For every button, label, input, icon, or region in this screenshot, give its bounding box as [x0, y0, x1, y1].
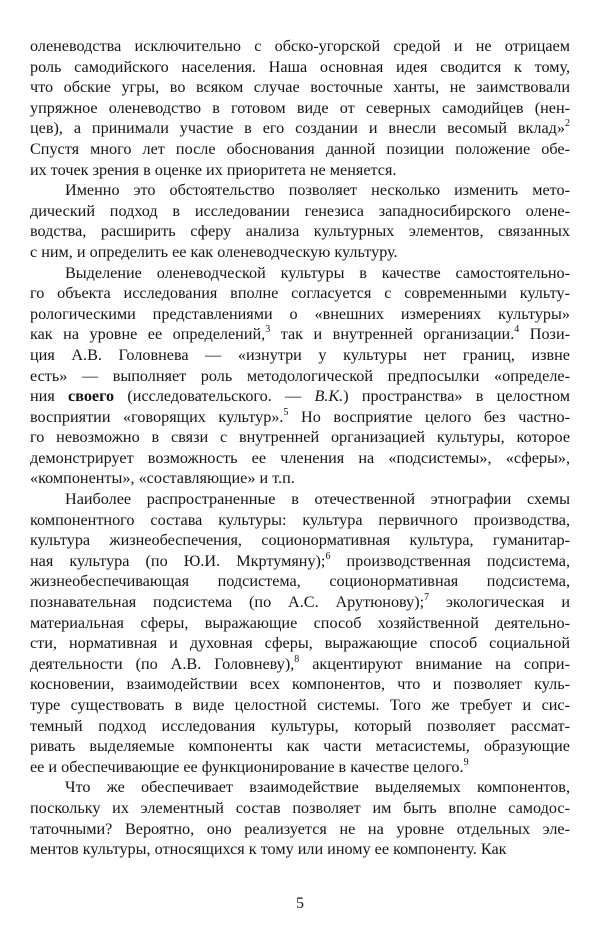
text-line: материальная сферы, выражающие способ хозяйственной деятельно- — [30, 613, 570, 632]
paragraph — [30, 36, 570, 180]
text-line: культура жизнеобеспечения, соционормативная культура, гуманитар- — [30, 531, 570, 550]
text-line: таточными? Вероятно, оно реализуется не на уровне отдельных эле- — [30, 819, 570, 838]
text-line: ния своего (исследовательского. — В.К.) пространства» в целостном — [30, 387, 570, 406]
text-line: Выделение оленеводческой культуры в качестве самостоятельно- — [65, 263, 570, 282]
text-line: демонстрирует возможность ее членения на «подсистемы», «сферы», — [30, 448, 570, 467]
text-line: поскольку их элементный состав позволяет им быть вполне самодос- — [30, 798, 570, 817]
footnote-marker[interactable]: 3 — [265, 324, 271, 336]
text-line: Спустя много лет после обоснования данной позиции положение обе- — [30, 139, 570, 158]
italic-emphasis: В.К. — [314, 387, 344, 406]
footnote-marker[interactable]: 7 — [424, 592, 430, 604]
text-line: есть» — выполняет роль методологической предпосылки «определе- — [30, 366, 570, 385]
text-line: дический подход в исследовании генезиса западносибирского олене- — [30, 201, 570, 220]
text-line: Что же обеспечивает взаимодействие выделяемых компонентов, — [65, 778, 570, 797]
text-line: упряжное оленеводство в готовом виде от северных самодийцев (нен- — [30, 98, 570, 117]
text-line: водства, расширить сферу анализа культурных элементов, связанных — [30, 222, 570, 241]
text-line: го объекта исследования вполне согласуется с современными культу- — [30, 284, 570, 303]
footnote-marker[interactable]: 2 — [565, 118, 570, 130]
text-line: познавательная подсистема (по А.С. Арутюнову);$^7$ экологическая и — [30, 592, 570, 612]
text-line: цев), а принимали участие в его создании и внесли весомый вклад»$^2$ — [30, 118, 570, 138]
footnote-marker[interactable]: 4 — [514, 324, 520, 336]
text-line: ция А.В. Головнева — «изнутри у культуры нет границ, извне — [30, 345, 570, 364]
text-line: сти, нормативная и духовная сферы, выражающие способ социальной — [30, 634, 570, 653]
text-line: «компоненты», «составляющие» и т.п. — [30, 469, 295, 488]
text-line: Именно это обстоятельство позволяет несколько изменить мето- — [65, 181, 570, 200]
text-line: роль самодийского населения. Наша основная идея сводится к тому, — [30, 57, 570, 76]
text-line: го невозможно в связи с внутренней организацией культуры, которое — [30, 428, 570, 447]
text-line: ментов культуры, относящихся к тому или иному ее компоненту. Как — [30, 840, 507, 859]
text-line: ная культура (по Ю.И. Мкртумяну);$^6$ производственная подсистема, — [30, 550, 571, 570]
page-number: 5 — [296, 895, 304, 912]
text-line: ее и обеспечивающие ее функционирование в качестве целого.$^9$ — [30, 756, 469, 776]
footnote-marker[interactable]: 5 — [283, 406, 289, 418]
page-body — [30, 36, 570, 860]
paragraph — [30, 263, 570, 490]
paragraph — [30, 489, 570, 777]
text-line: что обские угры, во всяком случае восточные ханты, не заимствовали — [30, 78, 570, 97]
text-line: ривать выделяемые компоненты как части метасистемы, образующие — [30, 737, 570, 756]
text-line: туре существовать в виде целостной системы. Того же требует и сис- — [30, 696, 570, 714]
text-line: как на уровне ее определений,$^3$ так и внутренней организации.$^4$ Пози- — [30, 324, 570, 344]
text-line: их точек зрения в оценке их приоритета не меняется. — [30, 160, 397, 179]
text-line: темный подход исследования культуры, который позволяет рассмат- — [30, 716, 570, 735]
text-line: косновении, взаимодействии всех компонентов, что и позволяет куль- — [30, 675, 570, 694]
paragraph — [30, 777, 570, 859]
text-line: восприятии «говорящих культур».$^5$ Но восприятие целого без частно- — [30, 406, 570, 426]
footnote-marker[interactable]: 8 — [294, 653, 300, 665]
text-line: с ним, и определить ее как оленеводческую культуру. — [30, 242, 398, 261]
bold-emphasis: своего — [68, 387, 115, 406]
text-line: жизнеобеспечивающая подсистема, соционормативная подсистема, — [30, 572, 570, 591]
paragraph — [30, 180, 570, 262]
text-line: компонентного состава культуры: культура первичного производства, — [30, 510, 570, 529]
footnote-marker[interactable]: 9 — [463, 756, 469, 768]
text-line: Наиболее распространенные в отечественной этнографии схемы — [65, 490, 570, 509]
text-line: оленеводства исключительно с обско-угорской средой и не отрицаем — [30, 37, 570, 55]
text-line: рологическими представлениями о «внешних измерениях культуры» — [30, 304, 570, 323]
footnote-marker[interactable]: 6 — [325, 550, 331, 562]
text-line: деятельности (по А.В. Головневу),$^8$ акцентируют внимание на сопри- — [30, 653, 570, 673]
